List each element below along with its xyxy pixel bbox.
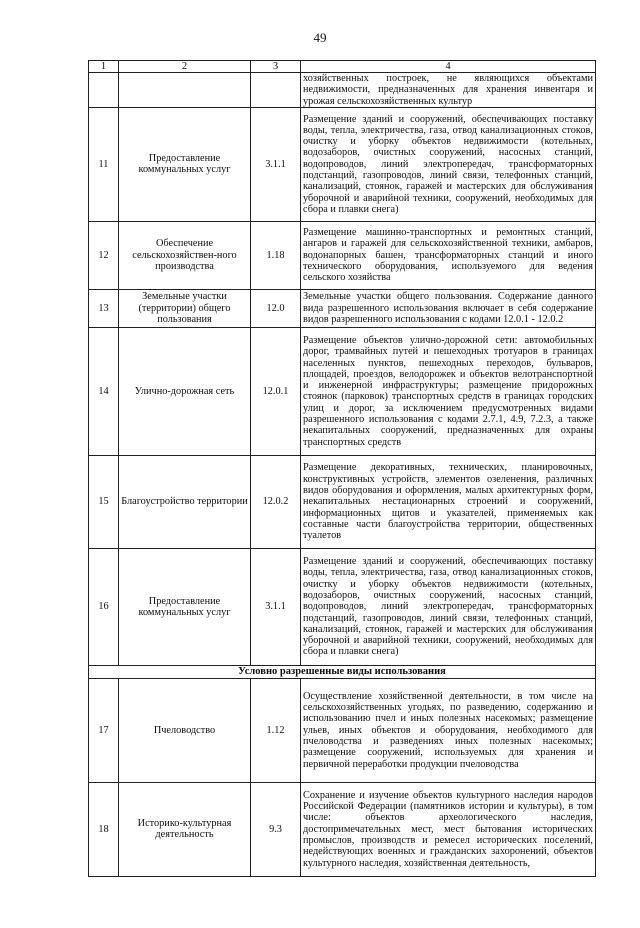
section-header-row (89, 665, 596, 678)
use-type-name: Улично-дорожная сеть (119, 327, 251, 455)
use-type-description: Размещение машинно-транспортных и ремонтных станций, ангаров и гаражей для сельскохозяйственной техники, амбаров, водонапорных башен, трансформаторных станций и иного технического оборудования, используемого для ведения сельского хозяйства (301, 221, 596, 289)
use-type-description: Размещение декоративных, технических, планировочных, конструктивных устройств, элементов озеленения, различных видов оборудования и оформления, малых архитектурных форм, некапитальных нестационарных строений и сооружений, информационных щитов и указателей, применяемых как составные части благоустройства территории, общественных туалетов (301, 455, 596, 548)
table-row (89, 548, 596, 665)
table-row (89, 782, 596, 876)
column-number: 4 (301, 61, 596, 73)
use-type-description: Осуществление хозяйственной деятельности, в том числе на сельскохозяйственных угодьях, по разведению, содержанию и использованию пчел и иных полезных насекомых; размещение ульев, иных объектов и оборудования, необходимого для пчеловодства и разведениях иных полезных насекомых; размещение сооружений, используемых для хранения и первичной переработки продукции пчеловодства (301, 678, 596, 782)
use-type-name: Предоставление коммунальных услуг (119, 548, 251, 665)
table-row (89, 455, 596, 548)
column-number: 1 (89, 61, 119, 73)
use-type-description: Размещение объектов улично-дорожной сети: автомобильных дорог, трамвайных путей и пешеходных тротуаров в границах населенных пунктов, пешеходных переходов, бульваров, площадей, проездов, велодорожек и объектов велотранспортной и инженерной инфраструктуры; размещение придорожных стоянок (парковок) транспортных средств в границах городских улиц и дорог, за исключением предусмотренных видами разрешенного использования с кодами 2.7.1, 4.9, 7.2.3, а также некапитальных сооружений, предназначенных для охраны транспортных средств (301, 327, 596, 455)
column-number-row (89, 61, 596, 73)
use-type-name: Благоустройство территории (119, 455, 251, 548)
row-number: 13 (89, 289, 119, 327)
page-number: 49 (313, 30, 327, 45)
use-type-name: Пчеловодство (119, 678, 251, 782)
use-type-code: 3.1.1 (251, 107, 301, 221)
use-type-name: Предоставление коммунальных услуг (119, 107, 251, 221)
row-number: 15 (89, 455, 119, 548)
table-row (89, 678, 596, 782)
column-number: 2 (119, 61, 251, 73)
row-number: 11 (89, 107, 119, 221)
use-type-code: 9.3 (251, 782, 301, 876)
row-number: 18 (89, 782, 119, 876)
table-row (89, 221, 596, 289)
row-number: 16 (89, 548, 119, 665)
row-number: 17 (89, 678, 119, 782)
use-type-description: Сохранение и изучение объектов культурного наследия народов Российской Федерации (памятников истории и культуры), в том числе: объектов археологического наследия, достопримечательных мест, мест бытования исторических промыслов, производств и ремесел исторических поселений, недействующих военных и гражданских захоронений, объектов культурного наследия, хозяйственная деятельность, (301, 782, 596, 876)
table-row (89, 107, 596, 221)
column-number: 3 (251, 61, 301, 73)
use-type-code: 12.0.2 (251, 455, 301, 548)
use-type-name: Обеспечение сельскохозяйствен-ного производства (119, 221, 251, 289)
use-type-code: 1.18 (251, 221, 301, 289)
use-type-code: 12.0 (251, 289, 301, 327)
use-type-code: 3.1.1 (251, 548, 301, 665)
use-type-code: 12.0.1 (251, 327, 301, 455)
use-type-description: Размещение зданий и сооружений, обеспечивающих поставку воды, тепла, электричества, газа, отвод канализационных стоков, очистку и уборку объектов недвижимости (котельных, водозаборов, очистных сооружений, насосных станций, водопроводов, линий электропередач, трансформаторных подстанций, газопроводов, линий связи, телефонных станций, канализаций, стоянок, гаражей и мастерских для обслуживания уборочной и аварийной техники, сооружений, необходимых для сбора и плавки снега) (301, 107, 596, 221)
continuation-text: хозяйственных построек, не являющихся объектами недвижимости, предназначенных для хранения инвентаря и урожая сельскохозяйственных культур (301, 73, 596, 108)
row-number: 14 (89, 327, 119, 455)
land-use-table (88, 60, 596, 877)
use-type-description: Земельные участки общего пользования. Содержание данного вида разрешенного использования включает в себя содержание видов разрешенного использования с кодами 12.0.1 - 12.0.2 (301, 289, 596, 327)
use-type-name: Земельные участки (территории) общего пользования (119, 289, 251, 327)
use-type-code: 1.12 (251, 678, 301, 782)
use-type-name: Историко-культурная деятельность (119, 782, 251, 876)
table-row (89, 289, 596, 327)
continuation-row (89, 73, 596, 108)
section-title: Условно разрешенные виды использования (89, 665, 596, 678)
table-row (89, 327, 596, 455)
use-type-description: Размещение зданий и сооружений, обеспечивающих поставку воды, тепла, электричества, газа, отвод канализационных стоков, очистку и уборку объектов недвижимости (котельных, водозаборов, очистных сооружений, насосных станций, водопроводов, линий электропередач, трансформаторных подстанций, газопроводов, линий связи, телефонных станций, канализаций, стоянок, гаражей и мастерских для обслуживания уборочной и аварийной техники, сооружений, необходимых для сбора и плавки снега) (301, 548, 596, 665)
row-number: 12 (89, 221, 119, 289)
